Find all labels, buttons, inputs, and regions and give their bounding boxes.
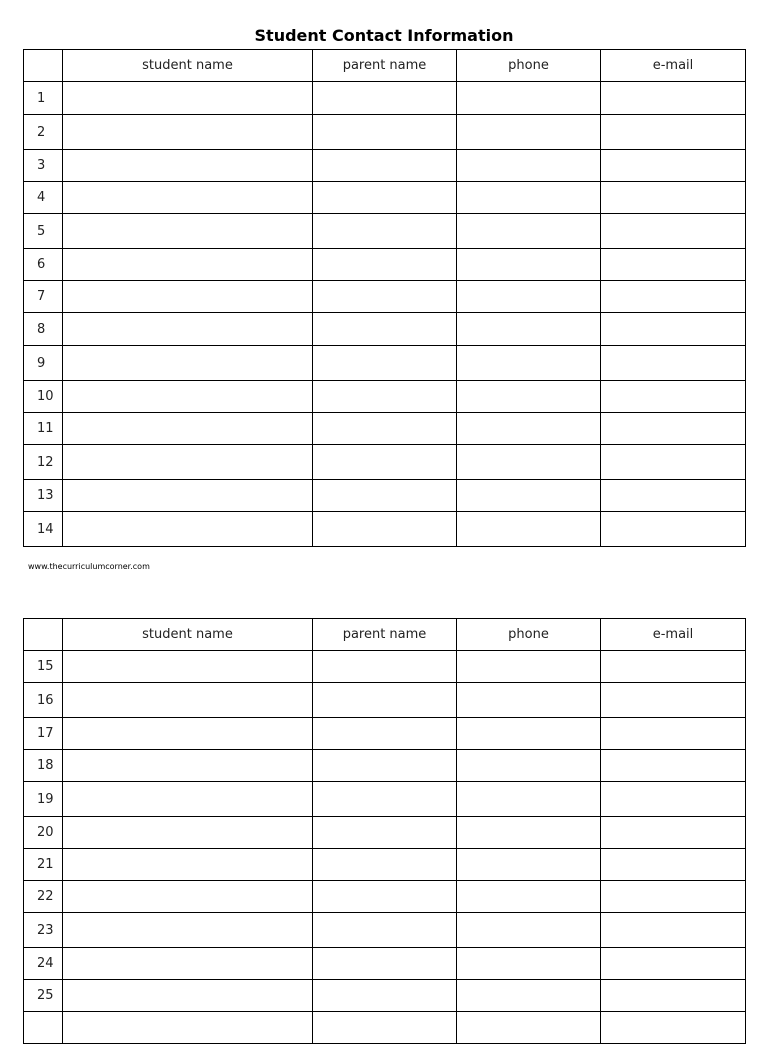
parent-name-cell[interactable] [313,849,457,881]
contact-table-1 [23,49,746,547]
student-name-cell[interactable] [63,980,313,1012]
header-row [24,50,746,82]
row-number: 2 [24,115,63,150]
parent-name-cell[interactable] [313,881,457,913]
student-name-cell[interactable] [63,150,313,182]
parent-name-cell[interactable] [313,782,457,817]
parent-name-cell[interactable] [313,182,457,214]
row-number: 3 [24,150,63,182]
table-row [24,346,746,381]
email-cell[interactable] [601,849,746,881]
parent-name-cell[interactable] [313,413,457,445]
student-name-cell[interactable] [63,115,313,150]
email-cell[interactable] [601,150,746,182]
phone-cell[interactable] [457,750,601,782]
parent-name-cell[interactable] [313,150,457,182]
email-cell[interactable] [601,980,746,1012]
phone-cell[interactable] [457,651,601,683]
email-cell[interactable] [601,381,746,413]
parent-name-cell[interactable] [313,913,457,948]
header-row [24,619,746,651]
phone-cell[interactable] [457,413,601,445]
email-cell[interactable] [601,750,746,782]
phone-cell[interactable] [457,782,601,817]
email-cell[interactable] [601,413,746,445]
table-row [24,445,746,480]
parent-name-cell[interactable] [313,980,457,1012]
table-row [24,182,746,214]
student-name-cell[interactable] [63,750,313,782]
phone-cell[interactable] [457,346,601,381]
phone-cell[interactable] [457,281,601,313]
page-title: Student Contact Information [254,26,514,45]
email-cell[interactable] [601,718,746,750]
student-name-cell[interactable] [63,480,313,512]
row-number: 6 [24,249,63,281]
email-cell[interactable] [601,683,746,718]
row-number: 1 [24,82,63,115]
student-name-cell[interactable] [63,849,313,881]
phone-cell[interactable] [457,445,601,480]
email-cell[interactable] [601,1012,746,1044]
row-number: 8 [24,313,63,346]
row-number: 19 [24,782,63,817]
student-name-cell[interactable] [63,782,313,817]
row-number: 12 [24,445,63,480]
parent-name-cell[interactable] [313,115,457,150]
table-row [24,115,746,150]
row-number: 13 [24,480,63,512]
student-name-cell[interactable] [63,281,313,313]
header-student-name: student name [63,619,313,651]
email-cell[interactable] [601,115,746,150]
row-number: 10 [24,381,63,413]
table-row [24,1012,746,1044]
email-cell[interactable] [601,313,746,346]
student-name-cell[interactable] [63,214,313,249]
email-cell[interactable] [601,445,746,480]
phone-cell[interactable] [457,817,601,849]
email-cell[interactable] [601,817,746,849]
phone-cell[interactable] [457,718,601,750]
phone-cell[interactable] [457,849,601,881]
row-number: 17 [24,718,63,750]
parent-name-cell[interactable] [313,249,457,281]
table-row [24,782,746,817]
row-number: 23 [24,913,63,948]
email-cell[interactable] [601,480,746,512]
parent-name-cell[interactable] [313,948,457,980]
phone-cell[interactable] [457,82,601,115]
parent-name-cell[interactable] [313,750,457,782]
table-row [24,980,746,1012]
email-cell[interactable] [601,782,746,817]
email-cell[interactable] [601,881,746,913]
table-row [24,150,746,182]
table-row [24,718,746,750]
table-row [24,82,746,115]
parent-name-cell[interactable] [313,817,457,849]
student-name-cell[interactable] [63,817,313,849]
phone-cell[interactable] [457,913,601,948]
header-phone: phone [457,619,601,651]
parent-name-cell[interactable] [313,651,457,683]
row-number: 18 [24,750,63,782]
table-row [24,313,746,346]
phone-cell[interactable] [457,115,601,150]
phone-cell[interactable] [457,182,601,214]
header-email: e-mail [601,619,746,651]
email-cell[interactable] [601,182,746,214]
table-row [24,881,746,913]
row-number: 9 [24,346,63,381]
table-row [24,817,746,849]
student-name-cell[interactable] [63,913,313,948]
contact-table-2 [23,618,746,1044]
table-row [24,480,746,512]
student-name-cell[interactable] [63,346,313,381]
phone-cell[interactable] [457,249,601,281]
student-name-cell[interactable] [63,313,313,346]
table-row [24,948,746,980]
row-number: 14 [24,512,63,547]
row-number: 15 [24,651,63,683]
phone-cell[interactable] [457,381,601,413]
row-number: 24 [24,948,63,980]
header-student-name: student name [63,50,313,82]
student-name-cell[interactable] [63,651,313,683]
email-cell[interactable] [601,913,746,948]
student-name-cell[interactable] [63,249,313,281]
phone-cell[interactable] [457,1012,601,1044]
student-name-cell[interactable] [63,683,313,718]
table-row [24,750,746,782]
row-number: 21 [24,849,63,881]
parent-name-cell[interactable] [313,281,457,313]
parent-name-cell[interactable] [313,683,457,718]
header-number [24,619,63,651]
parent-name-cell[interactable] [313,82,457,115]
row-number: 25 [24,980,63,1012]
table-row [24,651,746,683]
table-row [24,683,746,718]
student-name-cell[interactable] [63,182,313,214]
footer-url: www.thecurriculumcorner.com [28,562,150,571]
table-row [24,849,746,881]
email-cell[interactable] [601,948,746,980]
row-number: 11 [24,413,63,445]
header-email: e-mail [601,50,746,82]
phone-cell[interactable] [457,150,601,182]
phone-cell[interactable] [457,313,601,346]
row-number: 20 [24,817,63,849]
row-number [24,1012,63,1044]
table-row [24,281,746,313]
table-row [24,913,746,948]
row-number: 4 [24,182,63,214]
student-name-cell[interactable] [63,512,313,547]
student-name-cell[interactable] [63,718,313,750]
student-name-cell[interactable] [63,445,313,480]
row-number: 16 [24,683,63,718]
parent-name-cell[interactable] [313,346,457,381]
table-row [24,249,746,281]
header-number [24,50,63,82]
header-parent-name: parent name [313,619,457,651]
email-cell[interactable] [601,281,746,313]
email-cell[interactable] [601,346,746,381]
student-name-cell[interactable] [63,381,313,413]
student-name-cell[interactable] [63,413,313,445]
table-row [24,413,746,445]
phone-cell[interactable] [457,512,601,547]
phone-cell[interactable] [457,948,601,980]
row-number: 22 [24,881,63,913]
header-phone: phone [457,50,601,82]
table-row [24,512,746,547]
parent-name-cell[interactable] [313,313,457,346]
email-cell[interactable] [601,512,746,547]
email-cell[interactable] [601,651,746,683]
student-name-cell[interactable] [63,82,313,115]
parent-name-cell[interactable] [313,445,457,480]
parent-name-cell[interactable] [313,381,457,413]
parent-name-cell[interactable] [313,214,457,249]
phone-cell[interactable] [457,683,601,718]
parent-name-cell[interactable] [313,1012,457,1044]
student-name-cell[interactable] [63,1012,313,1044]
email-cell[interactable] [601,249,746,281]
parent-name-cell[interactable] [313,480,457,512]
parent-name-cell[interactable] [313,512,457,547]
row-number: 7 [24,281,63,313]
table-row [24,214,746,249]
phone-cell[interactable] [457,881,601,913]
phone-cell[interactable] [457,480,601,512]
row-number: 5 [24,214,63,249]
email-cell[interactable] [601,82,746,115]
phone-cell[interactable] [457,214,601,249]
phone-cell[interactable] [457,980,601,1012]
student-name-cell[interactable] [63,948,313,980]
parent-name-cell[interactable] [313,718,457,750]
student-name-cell[interactable] [63,881,313,913]
header-parent-name: parent name [313,50,457,82]
email-cell[interactable] [601,214,746,249]
table-row [24,381,746,413]
